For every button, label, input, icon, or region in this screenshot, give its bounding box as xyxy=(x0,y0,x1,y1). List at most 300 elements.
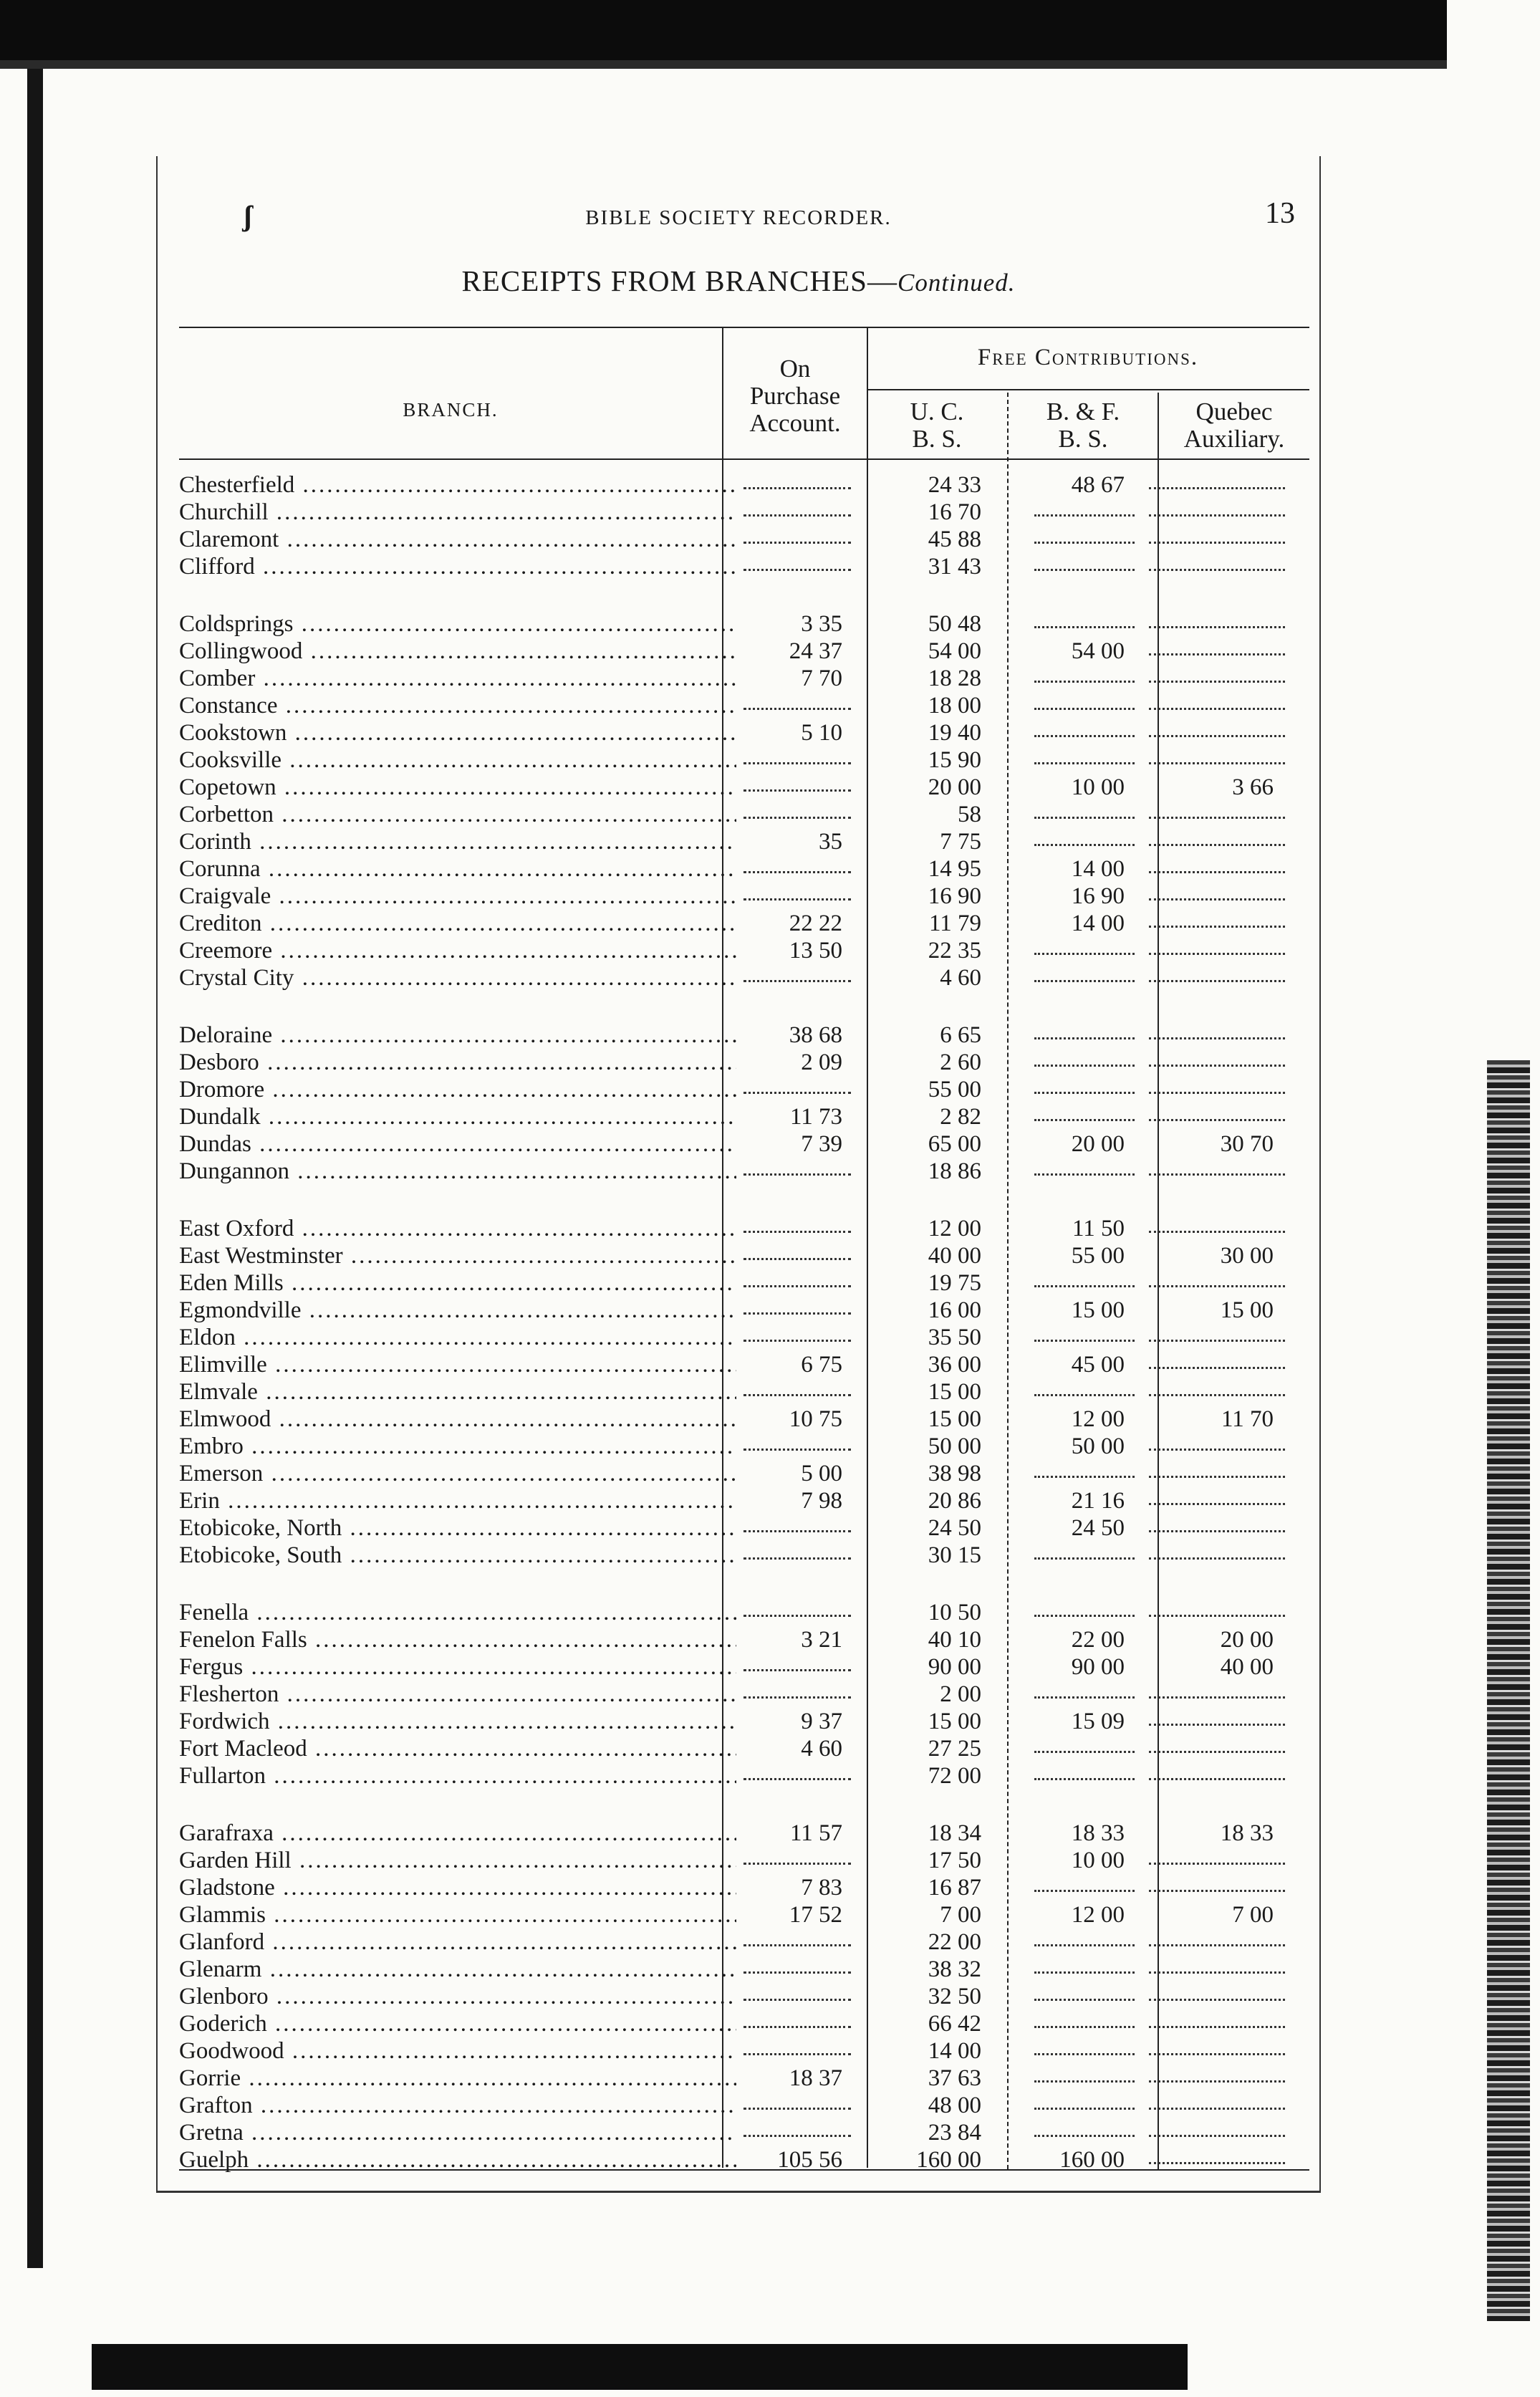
purchase-amount: 7 83 xyxy=(801,1875,842,1901)
purchase-amount: 5 10 xyxy=(801,720,842,746)
leader-dots xyxy=(1034,1999,1135,2001)
table-row xyxy=(179,1324,1309,1351)
col-header-purchase-line1: On xyxy=(779,355,811,383)
table-row xyxy=(179,553,1309,580)
leader-dots xyxy=(1149,898,1285,900)
purchase-amount: 11 57 xyxy=(789,1820,842,1846)
ucbs-amount: 16 90 xyxy=(928,883,981,909)
bfbs-amount: 10 00 xyxy=(1071,1848,1125,1873)
branch-name: Eden Mills ..... xyxy=(179,1269,736,1297)
branch-name: Elimville ..... xyxy=(179,1351,736,1378)
ucbs-amount: 160 00 xyxy=(916,2147,981,2173)
table-row xyxy=(179,828,1309,855)
leader-dots xyxy=(743,1231,851,1233)
branch-name: Craigvale ..... xyxy=(179,883,736,910)
purchase-amount: 7 39 xyxy=(801,1131,842,1157)
ucbs-amount: 37 63 xyxy=(928,2065,981,2091)
leader-dots xyxy=(1149,1367,1285,1369)
table-row xyxy=(179,1514,1309,1542)
leader-dots xyxy=(1149,1863,1285,1865)
purchase-amount: 5 00 xyxy=(801,1461,842,1486)
leader-dots xyxy=(1034,1778,1135,1780)
leader-dots xyxy=(1149,926,1285,928)
leader-dots xyxy=(1149,980,1285,982)
branch-name: Glammis ..... xyxy=(179,1901,736,1928)
col-header-ucbs-line1: U. C. xyxy=(910,398,964,426)
table-row xyxy=(179,1735,1309,1762)
table-row xyxy=(179,1297,1309,1324)
branch-name: Egmondville ..... xyxy=(179,1297,736,1324)
table-row xyxy=(179,692,1309,719)
branch-name: Chesterfield ..... xyxy=(179,471,736,499)
bfbs-amount: 14 00 xyxy=(1071,911,1125,936)
branch-name: Crystal City ..... xyxy=(179,964,736,991)
table-row xyxy=(179,1242,1309,1269)
ucbs-amount: 38 98 xyxy=(928,1461,981,1486)
leader-dots xyxy=(1149,817,1285,819)
purchase-amount: 7 70 xyxy=(801,666,842,691)
leader-dots xyxy=(1034,569,1135,571)
purchase-amount: 2 09 xyxy=(801,1049,842,1075)
leader-dots xyxy=(1034,1394,1135,1396)
ucbs-amount: 30 15 xyxy=(928,1542,981,1568)
col-header-ucbs xyxy=(867,398,1007,453)
branch-name: Garafraxa ..... xyxy=(179,1820,736,1847)
running-title: BIBLE SOCIETY RECORDER. xyxy=(585,206,892,229)
ucbs-amount: 24 50 xyxy=(928,1515,981,1541)
quebec-amount: 40 00 xyxy=(1220,1654,1274,1680)
quebec-amount: 30 70 xyxy=(1220,1131,1274,1157)
document-page xyxy=(156,156,1321,2193)
table-row xyxy=(179,1874,1309,1901)
col-header-purchase-line2: Purchase xyxy=(749,382,841,410)
leader-dots xyxy=(1034,844,1135,846)
ucbs-amount: 18 86 xyxy=(928,1158,981,1184)
purchase-amount: 10 75 xyxy=(789,1406,842,1432)
scan-border-bottom xyxy=(92,2344,1188,2390)
leader-dots xyxy=(743,487,851,489)
leader-dots xyxy=(743,2108,851,2110)
bfbs-amount: 12 00 xyxy=(1071,1902,1125,1928)
table-row xyxy=(179,1022,1309,1049)
leader-dots xyxy=(1034,953,1135,955)
quebec-amount: 15 00 xyxy=(1220,1297,1274,1323)
purchase-amount: 3 21 xyxy=(801,1627,842,1653)
ucbs-amount: 20 86 xyxy=(928,1488,981,1514)
leader-dots xyxy=(1149,2053,1285,2055)
table-row xyxy=(179,2146,1309,2173)
leader-dots xyxy=(1149,1340,1285,1342)
col-header-quebec-line1: Quebec xyxy=(1195,398,1273,426)
branch-name: Etobicoke, South ..... xyxy=(179,1542,736,1569)
scan-border-top-shadow xyxy=(0,60,1447,69)
ucbs-amount: 31 43 xyxy=(928,554,981,580)
branch-name: Goodwood ..... xyxy=(179,2037,736,2065)
ucbs-amount: 48 00 xyxy=(928,2093,981,2118)
branch-name: Clifford ..... xyxy=(179,553,736,580)
leader-dots xyxy=(1149,762,1285,764)
leader-dots xyxy=(743,762,851,764)
table-row xyxy=(179,801,1309,828)
leader-dots xyxy=(1149,1285,1285,1287)
branch-name: Eldon ..... xyxy=(179,1324,736,1351)
bfbs-amount: 14 00 xyxy=(1071,856,1125,882)
purchase-amount: 24 37 xyxy=(789,638,842,664)
ucbs-amount: 2 82 xyxy=(940,1104,981,1130)
table-row xyxy=(179,1847,1309,1874)
branch-name: Dromore ..... xyxy=(179,1076,736,1103)
branch-name: Crediton ..... xyxy=(179,910,736,937)
leader-dots xyxy=(743,1340,851,1342)
ucbs-amount: 36 00 xyxy=(928,1352,981,1378)
leader-dots xyxy=(1034,2026,1135,2028)
ucbs-amount: 19 40 xyxy=(928,720,981,746)
leader-dots xyxy=(743,1092,851,1094)
table-row xyxy=(179,1215,1309,1242)
scan-border-left xyxy=(27,69,43,2268)
leader-dots xyxy=(743,1999,851,2001)
quebec-amount: 18 33 xyxy=(1220,1820,1274,1846)
leader-dots xyxy=(743,1944,851,1946)
branch-name: Gladstone ..... xyxy=(179,1874,736,1901)
table-row xyxy=(179,910,1309,937)
leader-dots xyxy=(1149,1449,1285,1451)
leader-dots xyxy=(1149,569,1285,571)
bfbs-amount: 45 00 xyxy=(1071,1352,1125,1378)
table-row xyxy=(179,610,1309,638)
bfbs-amount: 12 00 xyxy=(1071,1406,1125,1432)
branch-name: Goderich ..... xyxy=(179,2010,736,2037)
branch-name: Churchill ..... xyxy=(179,499,736,526)
leader-dots xyxy=(1034,1476,1135,1478)
leader-dots xyxy=(743,1258,851,1260)
bfbs-amount: 10 00 xyxy=(1071,774,1125,800)
col-header-purchase-line3: Account. xyxy=(749,409,841,437)
leader-dots xyxy=(1149,953,1285,955)
table-row xyxy=(179,1681,1309,1708)
col-header-free-contributions: Free Contributions. xyxy=(977,345,1199,370)
leader-dots xyxy=(743,871,851,873)
leader-dots xyxy=(743,2026,851,2028)
quebec-amount: 7 00 xyxy=(1232,1902,1274,1928)
leader-dots xyxy=(743,2053,851,2055)
table-row xyxy=(179,2037,1309,2065)
ucbs-amount: 15 00 xyxy=(928,1379,981,1405)
ucbs-amount: 27 25 xyxy=(928,1736,981,1762)
table-row xyxy=(179,855,1309,883)
table-row xyxy=(179,1049,1309,1076)
ucbs-amount: 18 00 xyxy=(928,693,981,719)
ucbs-amount: 50 00 xyxy=(928,1433,981,1459)
ucbs-amount: 16 70 xyxy=(928,499,981,525)
ucbs-amount: 12 00 xyxy=(928,1216,981,1241)
ucbs-amount: 32 50 xyxy=(928,1984,981,2009)
ucbs-amount: 10 50 xyxy=(928,1600,981,1625)
bfbs-amount: 11 50 xyxy=(1072,1216,1125,1241)
bfbs-amount: 18 33 xyxy=(1071,1820,1125,1846)
leader-dots xyxy=(1034,1173,1135,1176)
leader-dots xyxy=(743,542,851,544)
table-row xyxy=(179,1076,1309,1103)
purchase-amount: 6 75 xyxy=(801,1352,842,1378)
branch-name: Embro ..... xyxy=(179,1433,736,1460)
ucbs-amount: 22 00 xyxy=(928,1929,981,1955)
section-title-continued: Continued. xyxy=(897,269,1016,297)
leader-dots xyxy=(1149,2026,1285,2028)
leader-dots xyxy=(1034,708,1135,710)
bfbs-amount: 16 90 xyxy=(1071,883,1125,909)
ucbs-amount: 15 00 xyxy=(928,1709,981,1734)
quebec-amount: 11 70 xyxy=(1221,1406,1274,1432)
ucbs-amount: 24 33 xyxy=(928,472,981,498)
bfbs-amount: 90 00 xyxy=(1071,1654,1125,1680)
leader-dots xyxy=(1149,871,1285,873)
table-row xyxy=(179,2119,1309,2146)
col-header-bfbs-line2: B. S. xyxy=(1058,425,1108,453)
table-row xyxy=(179,1820,1309,1847)
leader-dots xyxy=(1149,681,1285,683)
purchase-amount: 13 50 xyxy=(789,938,842,964)
table-row xyxy=(179,471,1309,499)
purchase-amount: 7 98 xyxy=(801,1488,842,1514)
leader-dots xyxy=(743,1971,851,1974)
leader-dots xyxy=(1149,1092,1285,1094)
table-row xyxy=(179,1626,1309,1653)
leader-dots xyxy=(1034,1119,1135,1121)
table-row xyxy=(179,1406,1309,1433)
leader-dots xyxy=(743,1557,851,1560)
purchase-amount: 17 52 xyxy=(789,1902,842,1928)
table-row xyxy=(179,1708,1309,1735)
branch-name: East Oxford ..... xyxy=(179,1215,736,1242)
ucbs-amount: 22 35 xyxy=(928,938,981,964)
bfbs-amount: 21 16 xyxy=(1071,1488,1125,1514)
branch-name: Elmvale ..... xyxy=(179,1378,736,1406)
leader-dots xyxy=(1034,1890,1135,1892)
bfbs-amount: 50 00 xyxy=(1071,1433,1125,1459)
purchase-amount: 3 35 xyxy=(801,611,842,637)
bfbs-amount: 160 00 xyxy=(1059,2147,1125,2173)
leader-dots xyxy=(743,789,851,792)
branch-name: East Westminster ..... xyxy=(179,1242,736,1269)
table-row xyxy=(179,1130,1309,1158)
ucbs-amount: 4 60 xyxy=(940,965,981,991)
table-row xyxy=(179,665,1309,692)
leader-dots xyxy=(743,1615,851,1617)
leader-dots xyxy=(1149,514,1285,517)
leader-dots xyxy=(1034,2080,1135,2083)
bfbs-amount: 24 50 xyxy=(1071,1515,1125,1541)
branch-name: Etobicoke, North ..... xyxy=(179,1514,736,1542)
leader-dots xyxy=(1034,1557,1135,1560)
table-row xyxy=(179,526,1309,553)
page-number: 13 xyxy=(1265,197,1295,230)
branch-name: Emerson ..... xyxy=(179,1460,736,1487)
free-group-rule xyxy=(867,389,1309,390)
bfbs-amount: 22 00 xyxy=(1071,1627,1125,1653)
section-title xyxy=(158,264,1319,298)
leader-dots xyxy=(1149,2108,1285,2110)
leader-dots xyxy=(1149,1971,1285,1974)
table-row xyxy=(179,1351,1309,1378)
leader-dots xyxy=(743,1696,851,1699)
ucbs-amount: 15 00 xyxy=(928,1406,981,1432)
branch-name: Dungannon ..... xyxy=(179,1158,736,1185)
table-row xyxy=(179,964,1309,991)
leader-dots xyxy=(1149,626,1285,628)
ucbs-amount: 66 42 xyxy=(928,2011,981,2037)
leader-dots xyxy=(743,514,851,517)
ucbs-amount: 65 00 xyxy=(928,1131,981,1157)
quebec-amount: 20 00 xyxy=(1220,1627,1274,1653)
leader-dots xyxy=(1149,1557,1285,1560)
purchase-amount: 105 56 xyxy=(777,2147,842,2173)
branch-name: Copetown ..... xyxy=(179,774,736,801)
leader-dots xyxy=(1149,708,1285,710)
leader-dots xyxy=(1149,2135,1285,2137)
leader-dots xyxy=(1034,681,1135,683)
leader-dots xyxy=(1149,1751,1285,1753)
table-row xyxy=(179,638,1309,665)
ucbs-amount: 19 75 xyxy=(928,1270,981,1296)
ucbs-amount: 16 00 xyxy=(928,1297,981,1323)
branch-name: Fort Macleod ..... xyxy=(179,1735,736,1762)
leader-dots xyxy=(1149,1037,1285,1039)
leader-dots xyxy=(1034,542,1135,544)
ucbs-amount: 90 00 xyxy=(928,1654,981,1680)
col-header-bfbs xyxy=(1009,398,1158,453)
running-header xyxy=(158,199,1319,242)
table-row xyxy=(179,1158,1309,1185)
ucbs-amount: 45 88 xyxy=(928,527,981,552)
leader-dots xyxy=(1149,1119,1285,1121)
leader-dots xyxy=(1034,1340,1135,1342)
leader-dots xyxy=(1149,2162,1285,2164)
table-top-rule xyxy=(179,327,1309,328)
leader-dots xyxy=(1149,1173,1285,1176)
leader-dots xyxy=(1149,844,1285,846)
table-row xyxy=(179,1433,1309,1460)
ucbs-amount: 35 50 xyxy=(928,1325,981,1350)
branch-name: Guelph ..... xyxy=(179,2146,736,2173)
leader-dots xyxy=(743,1530,851,1532)
leader-dots xyxy=(1034,1037,1135,1039)
ucbs-amount: 14 00 xyxy=(928,2038,981,2064)
leader-dots xyxy=(1034,514,1135,517)
branch-name: Corunna ..... xyxy=(179,855,736,883)
branch-name: Glanford ..... xyxy=(179,1928,736,1956)
branch-name: Constance ..... xyxy=(179,692,736,719)
ucbs-amount: 54 00 xyxy=(928,638,981,664)
leader-dots xyxy=(1149,653,1285,655)
leader-dots xyxy=(1034,980,1135,982)
quebec-amount: 3 66 xyxy=(1232,774,1274,800)
ornament-mark: ʃ xyxy=(244,200,253,232)
ucbs-amount: 15 90 xyxy=(928,747,981,773)
ucbs-amount: 55 00 xyxy=(928,1077,981,1103)
table-row xyxy=(179,937,1309,964)
leader-dots xyxy=(743,1449,851,1451)
branch-name: Fenella ..... xyxy=(179,1599,736,1626)
table-row xyxy=(179,2092,1309,2119)
leader-dots xyxy=(1034,1971,1135,1974)
branch-name: Collingwood ..... xyxy=(179,638,736,665)
table-row xyxy=(179,1762,1309,1790)
branch-name: Coldsprings ..... xyxy=(179,610,736,638)
bfbs-amount: 48 67 xyxy=(1071,472,1125,498)
leader-dots xyxy=(1149,1530,1285,1532)
leader-dots xyxy=(1034,1615,1135,1617)
branch-name: Desboro ..... xyxy=(179,1049,736,1076)
purchase-amount: 4 60 xyxy=(801,1736,842,1762)
leader-dots xyxy=(1149,1778,1285,1780)
branch-name: Deloraine ..... xyxy=(179,1022,736,1049)
bfbs-amount: 55 00 xyxy=(1071,1243,1125,1269)
leader-dots xyxy=(1149,735,1285,737)
leader-dots xyxy=(1149,542,1285,544)
ucbs-amount: 40 10 xyxy=(928,1627,981,1653)
leader-dots xyxy=(743,898,851,900)
table-row xyxy=(179,2065,1309,2092)
leader-dots xyxy=(1149,487,1285,489)
ucbs-amount: 11 79 xyxy=(928,911,981,936)
purchase-amount: 9 37 xyxy=(801,1709,842,1734)
leader-dots xyxy=(743,817,851,819)
branch-name: Garden Hill ..... xyxy=(179,1847,736,1874)
table-row xyxy=(179,1542,1309,1569)
bfbs-amount: 15 09 xyxy=(1071,1709,1125,1734)
ucbs-amount: 16 87 xyxy=(928,1875,981,1901)
leader-dots xyxy=(743,1669,851,1671)
scan-border-top xyxy=(0,0,1447,60)
purchase-amount: 38 68 xyxy=(789,1022,842,1048)
table-row xyxy=(179,1269,1309,1297)
branch-name: Comber ..... xyxy=(179,665,736,692)
leader-dots xyxy=(1034,1944,1135,1946)
branch-name: Dundalk ..... xyxy=(179,1103,736,1130)
leader-dots xyxy=(743,1863,851,1865)
ucbs-amount: 58 xyxy=(958,802,981,827)
bfbs-amount: 15 00 xyxy=(1071,1297,1125,1323)
col-header-purchase xyxy=(723,355,867,437)
table-row xyxy=(179,1901,1309,1928)
col-header-branch: BRANCH. xyxy=(403,399,499,421)
leader-dots xyxy=(1034,1285,1135,1287)
table-header-rule xyxy=(179,458,1309,460)
leader-dots xyxy=(1034,1065,1135,1067)
table-row xyxy=(179,1956,1309,1983)
bfbs-amount: 54 00 xyxy=(1071,638,1125,664)
leader-dots xyxy=(1149,1503,1285,1505)
ucbs-amount: 7 75 xyxy=(940,829,981,855)
table-row xyxy=(179,1460,1309,1487)
ucbs-amount: 38 32 xyxy=(928,1956,981,1982)
branch-name: Corbetton ..... xyxy=(179,801,736,828)
ucbs-amount: 23 84 xyxy=(928,2120,981,2146)
leader-dots xyxy=(1149,2080,1285,2083)
col-header-bfbs-line1: B. & F. xyxy=(1046,398,1120,426)
ucbs-amount: 7 00 xyxy=(940,1902,981,1928)
leader-dots xyxy=(1149,1999,1285,2001)
table-row xyxy=(179,1928,1309,1956)
table-row xyxy=(179,1653,1309,1681)
leader-dots xyxy=(743,1312,851,1315)
branch-name: Cooksville ..... xyxy=(179,746,736,774)
table-row xyxy=(179,719,1309,746)
col-header-ucbs-line2: B. S. xyxy=(912,425,962,453)
branch-name: Corinth ..... xyxy=(179,828,736,855)
leader-dots xyxy=(1149,1944,1285,1946)
